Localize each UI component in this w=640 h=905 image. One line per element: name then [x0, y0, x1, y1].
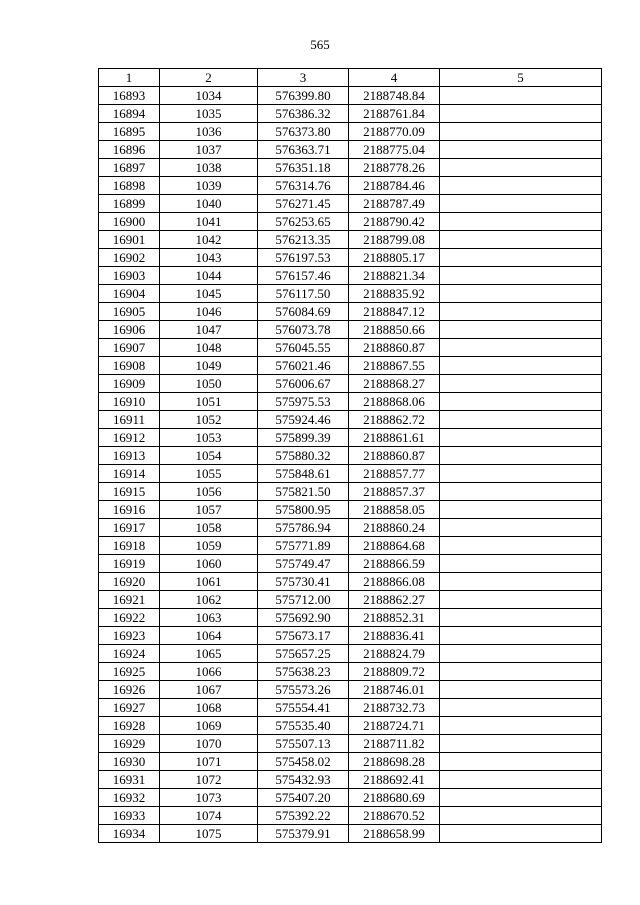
table-cell-col-4: 2188680.69 — [349, 789, 440, 807]
table-row — [99, 735, 602, 753]
table-row — [99, 159, 602, 177]
table-cell-col-1: 16904 — [99, 285, 160, 303]
table-cell-col-1: 16932 — [99, 789, 160, 807]
table-cell-col-3: 575880.32 — [258, 447, 349, 465]
table-row — [99, 87, 602, 105]
table-cell-col-4: 2188860.24 — [349, 519, 440, 537]
table-cell-col-3: 575407.20 — [258, 789, 349, 807]
table-cell-col-3: 575392.22 — [258, 807, 349, 825]
table-cell-col-2: 1046 — [160, 303, 258, 321]
table-cell-col-2: 1073 — [160, 789, 258, 807]
table-cell-col-3: 575712.00 — [258, 591, 349, 609]
table-row — [99, 447, 602, 465]
table-cell-col-1: 16907 — [99, 339, 160, 357]
table-cell-col-5 — [440, 681, 602, 699]
table-cell-col-5 — [440, 123, 602, 141]
table-cell-col-2: 1042 — [160, 231, 258, 249]
table-row — [99, 249, 602, 267]
table-cell-col-5 — [440, 195, 602, 213]
table-cell-col-3: 575899.39 — [258, 429, 349, 447]
table-cell-col-3: 575821.50 — [258, 483, 349, 501]
table-row — [99, 339, 602, 357]
table-cell-col-4: 2188724.71 — [349, 717, 440, 735]
table-cell-col-4: 2188692.41 — [349, 771, 440, 789]
table-cell-col-5 — [440, 285, 602, 303]
table-cell-col-3: 576271.45 — [258, 195, 349, 213]
table-cell-col-1: 16931 — [99, 771, 160, 789]
table-cell-col-5 — [440, 267, 602, 285]
table-cell-col-2: 1065 — [160, 645, 258, 663]
table-cell-col-3: 575975.53 — [258, 393, 349, 411]
table-cell-col-2: 1037 — [160, 141, 258, 159]
table-cell-col-2: 1074 — [160, 807, 258, 825]
table-cell-col-3: 576213.35 — [258, 231, 349, 249]
table-cell-col-4: 2188670.52 — [349, 807, 440, 825]
table-cell-col-5 — [440, 627, 602, 645]
table-cell-col-4: 2188867.55 — [349, 357, 440, 375]
table-row — [99, 429, 602, 447]
table-row — [99, 393, 602, 411]
column-header-2: 2 — [160, 69, 258, 87]
table-row — [99, 789, 602, 807]
table-cell-col-3: 576253.65 — [258, 213, 349, 231]
header-row — [99, 69, 602, 87]
table-cell-col-3: 576373.80 — [258, 123, 349, 141]
table-cell-col-5 — [440, 825, 602, 843]
table-cell-col-2: 1045 — [160, 285, 258, 303]
table-cell-col-2: 1072 — [160, 771, 258, 789]
table-cell-col-1: 16928 — [99, 717, 160, 735]
table-cell-col-2: 1075 — [160, 825, 258, 843]
table-row — [99, 483, 602, 501]
table-cell-col-3: 575924.46 — [258, 411, 349, 429]
table-cell-col-5 — [440, 591, 602, 609]
table-cell-col-4: 2188866.08 — [349, 573, 440, 591]
table-cell-col-4: 2188862.72 — [349, 411, 440, 429]
table-cell-col-1: 16915 — [99, 483, 160, 501]
table-cell-col-1: 16901 — [99, 231, 160, 249]
table-cell-col-1: 16903 — [99, 267, 160, 285]
table-cell-col-5 — [440, 429, 602, 447]
table-cell-col-4: 2188868.06 — [349, 393, 440, 411]
table-cell-col-4: 2188861.61 — [349, 429, 440, 447]
table-cell-col-2: 1049 — [160, 357, 258, 375]
table-cell-col-4: 2188850.66 — [349, 321, 440, 339]
table-row — [99, 519, 602, 537]
table-cell-col-4: 2188761.84 — [349, 105, 440, 123]
table-cell-col-2: 1035 — [160, 105, 258, 123]
table-cell-col-4: 2188732.73 — [349, 699, 440, 717]
table-cell-col-5 — [440, 753, 602, 771]
table-cell-col-3: 575432.93 — [258, 771, 349, 789]
table-cell-col-5 — [440, 249, 602, 267]
table-row — [99, 645, 602, 663]
table-cell-col-5 — [440, 555, 602, 573]
table-cell-col-3: 575673.17 — [258, 627, 349, 645]
table-cell-col-1: 16894 — [99, 105, 160, 123]
table-cell-col-2: 1058 — [160, 519, 258, 537]
table-cell-col-5 — [440, 519, 602, 537]
table-cell-col-3: 575848.61 — [258, 465, 349, 483]
table-cell-col-4: 2188787.49 — [349, 195, 440, 213]
table-body — [99, 87, 602, 843]
table-cell-col-3: 576399.80 — [258, 87, 349, 105]
table-cell-col-4: 2188836.41 — [349, 627, 440, 645]
table-cell-col-4: 2188857.37 — [349, 483, 440, 501]
table-cell-col-4: 2188868.27 — [349, 375, 440, 393]
table-cell-col-1: 16902 — [99, 249, 160, 267]
table-cell-col-4: 2188770.09 — [349, 123, 440, 141]
table-cell-col-3: 575535.40 — [258, 717, 349, 735]
table-cell-col-5 — [440, 573, 602, 591]
table-row — [99, 231, 602, 249]
table-row — [99, 591, 602, 609]
table-cell-col-2: 1068 — [160, 699, 258, 717]
table-row — [99, 141, 602, 159]
table-row — [99, 303, 602, 321]
table-cell-col-5 — [440, 735, 602, 753]
table-cell-col-1: 16899 — [99, 195, 160, 213]
table-cell-col-1: 16918 — [99, 537, 160, 555]
table-cell-col-3: 575657.25 — [258, 645, 349, 663]
table-cell-col-4: 2188858.05 — [349, 501, 440, 519]
table-cell-col-5 — [440, 231, 602, 249]
table-cell-col-3: 576117.50 — [258, 285, 349, 303]
table-cell-col-2: 1070 — [160, 735, 258, 753]
table-cell-col-1: 16895 — [99, 123, 160, 141]
table-cell-col-1: 16896 — [99, 141, 160, 159]
table-row — [99, 195, 602, 213]
table-cell-col-5 — [440, 141, 602, 159]
coordinates-table — [98, 68, 602, 843]
table-cell-col-3: 576084.69 — [258, 303, 349, 321]
table-cell-col-3: 576386.32 — [258, 105, 349, 123]
table-cell-col-1: 16905 — [99, 303, 160, 321]
table-cell-col-2: 1036 — [160, 123, 258, 141]
table-cell-col-3: 575771.89 — [258, 537, 349, 555]
table-cell-col-2: 1047 — [160, 321, 258, 339]
table-cell-col-3: 576006.67 — [258, 375, 349, 393]
table-cell-col-2: 1043 — [160, 249, 258, 267]
table-cell-col-5 — [440, 213, 602, 231]
table-row — [99, 123, 602, 141]
table-cell-col-3: 576157.46 — [258, 267, 349, 285]
table-cell-col-4: 2188775.04 — [349, 141, 440, 159]
table-cell-col-5 — [440, 447, 602, 465]
table-cell-col-5 — [440, 321, 602, 339]
table-cell-col-3: 575786.94 — [258, 519, 349, 537]
table-cell-col-1: 16917 — [99, 519, 160, 537]
table-cell-col-5 — [440, 177, 602, 195]
table-cell-col-5 — [440, 537, 602, 555]
table-cell-col-5 — [440, 411, 602, 429]
table-row — [99, 555, 602, 573]
table-cell-col-1: 16926 — [99, 681, 160, 699]
table-row — [99, 375, 602, 393]
table-cell-col-1: 16934 — [99, 825, 160, 843]
table-row — [99, 105, 602, 123]
table-cell-col-2: 1051 — [160, 393, 258, 411]
table-row — [99, 537, 602, 555]
table-cell-col-3: 575749.47 — [258, 555, 349, 573]
table-row — [99, 213, 602, 231]
table-cell-col-4: 2188746.01 — [349, 681, 440, 699]
table-cell-col-3: 575554.41 — [258, 699, 349, 717]
table-cell-col-5 — [440, 501, 602, 519]
table-cell-col-4: 2188864.68 — [349, 537, 440, 555]
table-cell-col-3: 575800.95 — [258, 501, 349, 519]
table-cell-col-5 — [440, 375, 602, 393]
table-cell-col-2: 1056 — [160, 483, 258, 501]
table-cell-col-2: 1057 — [160, 501, 258, 519]
table-cell-col-2: 1050 — [160, 375, 258, 393]
table-cell-col-1: 16909 — [99, 375, 160, 393]
table-cell-col-3: 575730.41 — [258, 573, 349, 591]
table-cell-col-2: 1069 — [160, 717, 258, 735]
table-cell-col-4: 2188778.26 — [349, 159, 440, 177]
table-cell-col-2: 1060 — [160, 555, 258, 573]
table-cell-col-1: 16908 — [99, 357, 160, 375]
table-cell-col-3: 575573.26 — [258, 681, 349, 699]
table-cell-col-3: 576197.53 — [258, 249, 349, 267]
table-row — [99, 573, 602, 591]
table-cell-col-3: 575692.90 — [258, 609, 349, 627]
table-cell-col-1: 16930 — [99, 753, 160, 771]
table-cell-col-2: 1040 — [160, 195, 258, 213]
table-row — [99, 285, 602, 303]
table-row — [99, 717, 602, 735]
table-cell-col-4: 2188790.42 — [349, 213, 440, 231]
column-header-5: 5 — [440, 69, 602, 87]
table-row — [99, 663, 602, 681]
table-cell-col-4: 2188799.08 — [349, 231, 440, 249]
table-cell-col-5 — [440, 789, 602, 807]
table-cell-col-3: 575379.91 — [258, 825, 349, 843]
table-cell-col-5 — [440, 87, 602, 105]
table-cell-col-4: 2188658.99 — [349, 825, 440, 843]
table-row — [99, 627, 602, 645]
table-cell-col-2: 1064 — [160, 627, 258, 645]
table-cell-col-5 — [440, 717, 602, 735]
table-row — [99, 321, 602, 339]
table-cell-col-2: 1063 — [160, 609, 258, 627]
column-header-1: 1 — [99, 69, 160, 87]
table-cell-col-4: 2188866.59 — [349, 555, 440, 573]
table-cell-col-4: 2188748.84 — [349, 87, 440, 105]
table-cell-col-1: 16922 — [99, 609, 160, 627]
table-cell-col-2: 1061 — [160, 573, 258, 591]
table-cell-col-3: 576363.71 — [258, 141, 349, 159]
table-row — [99, 357, 602, 375]
page-number: 565 — [310, 37, 330, 52]
table-row — [99, 681, 602, 699]
table-header — [99, 69, 602, 87]
table-cell-col-1: 16929 — [99, 735, 160, 753]
table-cell-col-5 — [440, 465, 602, 483]
table-cell-col-4: 2188862.27 — [349, 591, 440, 609]
table-cell-col-4: 2188698.28 — [349, 753, 440, 771]
table-cell-col-4: 2188824.79 — [349, 645, 440, 663]
table-cell-col-5 — [440, 483, 602, 501]
table-cell-col-5 — [440, 771, 602, 789]
table-cell-col-4: 2188860.87 — [349, 339, 440, 357]
table-cell-col-1: 16897 — [99, 159, 160, 177]
table-cell-col-2: 1071 — [160, 753, 258, 771]
table-cell-col-4: 2188711.82 — [349, 735, 440, 753]
table-cell-col-2: 1038 — [160, 159, 258, 177]
table-cell-col-4: 2188784.46 — [349, 177, 440, 195]
table-cell-col-2: 1052 — [160, 411, 258, 429]
table-cell-col-3: 576351.18 — [258, 159, 349, 177]
table-cell-col-5 — [440, 807, 602, 825]
table-cell-col-1: 16921 — [99, 591, 160, 609]
table-cell-col-2: 1034 — [160, 87, 258, 105]
table-cell-col-1: 16920 — [99, 573, 160, 591]
table-cell-col-3: 575458.02 — [258, 753, 349, 771]
table-cell-col-4: 2188860.87 — [349, 447, 440, 465]
column-header-4: 4 — [349, 69, 440, 87]
table-cell-col-4: 2188847.12 — [349, 303, 440, 321]
table-cell-col-4: 2188852.31 — [349, 609, 440, 627]
table-row — [99, 177, 602, 195]
table-cell-col-2: 1039 — [160, 177, 258, 195]
table-cell-col-3: 576045.55 — [258, 339, 349, 357]
table-cell-col-1: 16911 — [99, 411, 160, 429]
table-cell-col-5 — [440, 609, 602, 627]
table-cell-col-2: 1055 — [160, 465, 258, 483]
table-cell-col-4: 2188857.77 — [349, 465, 440, 483]
table-cell-col-5 — [440, 303, 602, 321]
table-row — [99, 267, 602, 285]
table-row — [99, 465, 602, 483]
table-cell-col-1: 16925 — [99, 663, 160, 681]
table-cell-col-1: 16900 — [99, 213, 160, 231]
table-cell-col-2: 1066 — [160, 663, 258, 681]
table-cell-col-1: 16916 — [99, 501, 160, 519]
column-header-3: 3 — [258, 69, 349, 87]
table-cell-col-5 — [440, 393, 602, 411]
table-row — [99, 807, 602, 825]
table-cell-col-5 — [440, 645, 602, 663]
table-cell-col-1: 16927 — [99, 699, 160, 717]
table-cell-col-1: 16912 — [99, 429, 160, 447]
table-cell-col-2: 1048 — [160, 339, 258, 357]
table-cell-col-1: 16919 — [99, 555, 160, 573]
table-cell-col-1: 16914 — [99, 465, 160, 483]
table-row — [99, 825, 602, 843]
table-cell-col-1: 16933 — [99, 807, 160, 825]
table-cell-col-3: 576021.46 — [258, 357, 349, 375]
table-cell-col-2: 1044 — [160, 267, 258, 285]
table-cell-col-4: 2188805.17 — [349, 249, 440, 267]
table-cell-col-3: 576314.76 — [258, 177, 349, 195]
table-cell-col-3: 575638.23 — [258, 663, 349, 681]
table-cell-col-2: 1067 — [160, 681, 258, 699]
table-row — [99, 411, 602, 429]
table-cell-col-5 — [440, 339, 602, 357]
table-cell-col-3: 576073.78 — [258, 321, 349, 339]
table-cell-col-1: 16924 — [99, 645, 160, 663]
table-cell-col-1: 16910 — [99, 393, 160, 411]
table-cell-col-5 — [440, 663, 602, 681]
table-cell-col-4: 2188835.92 — [349, 285, 440, 303]
table-cell-col-5 — [440, 105, 602, 123]
table-cell-col-2: 1041 — [160, 213, 258, 231]
table-cell-col-5 — [440, 699, 602, 717]
table-row — [99, 771, 602, 789]
table-cell-col-1: 16923 — [99, 627, 160, 645]
table-row — [99, 699, 602, 717]
table-row — [99, 501, 602, 519]
table-cell-col-4: 2188809.72 — [349, 663, 440, 681]
table-cell-col-2: 1054 — [160, 447, 258, 465]
table-cell-col-1: 16898 — [99, 177, 160, 195]
table-cell-col-5 — [440, 357, 602, 375]
table-cell-col-4: 2188821.34 — [349, 267, 440, 285]
table-row — [99, 609, 602, 627]
table-row — [99, 753, 602, 771]
table-cell-col-1: 16893 — [99, 87, 160, 105]
table-cell-col-1: 16906 — [99, 321, 160, 339]
table-cell-col-3: 575507.13 — [258, 735, 349, 753]
table-cell-col-2: 1053 — [160, 429, 258, 447]
table-cell-col-2: 1059 — [160, 537, 258, 555]
table-cell-col-1: 16913 — [99, 447, 160, 465]
table-cell-col-2: 1062 — [160, 591, 258, 609]
table-cell-col-5 — [440, 159, 602, 177]
